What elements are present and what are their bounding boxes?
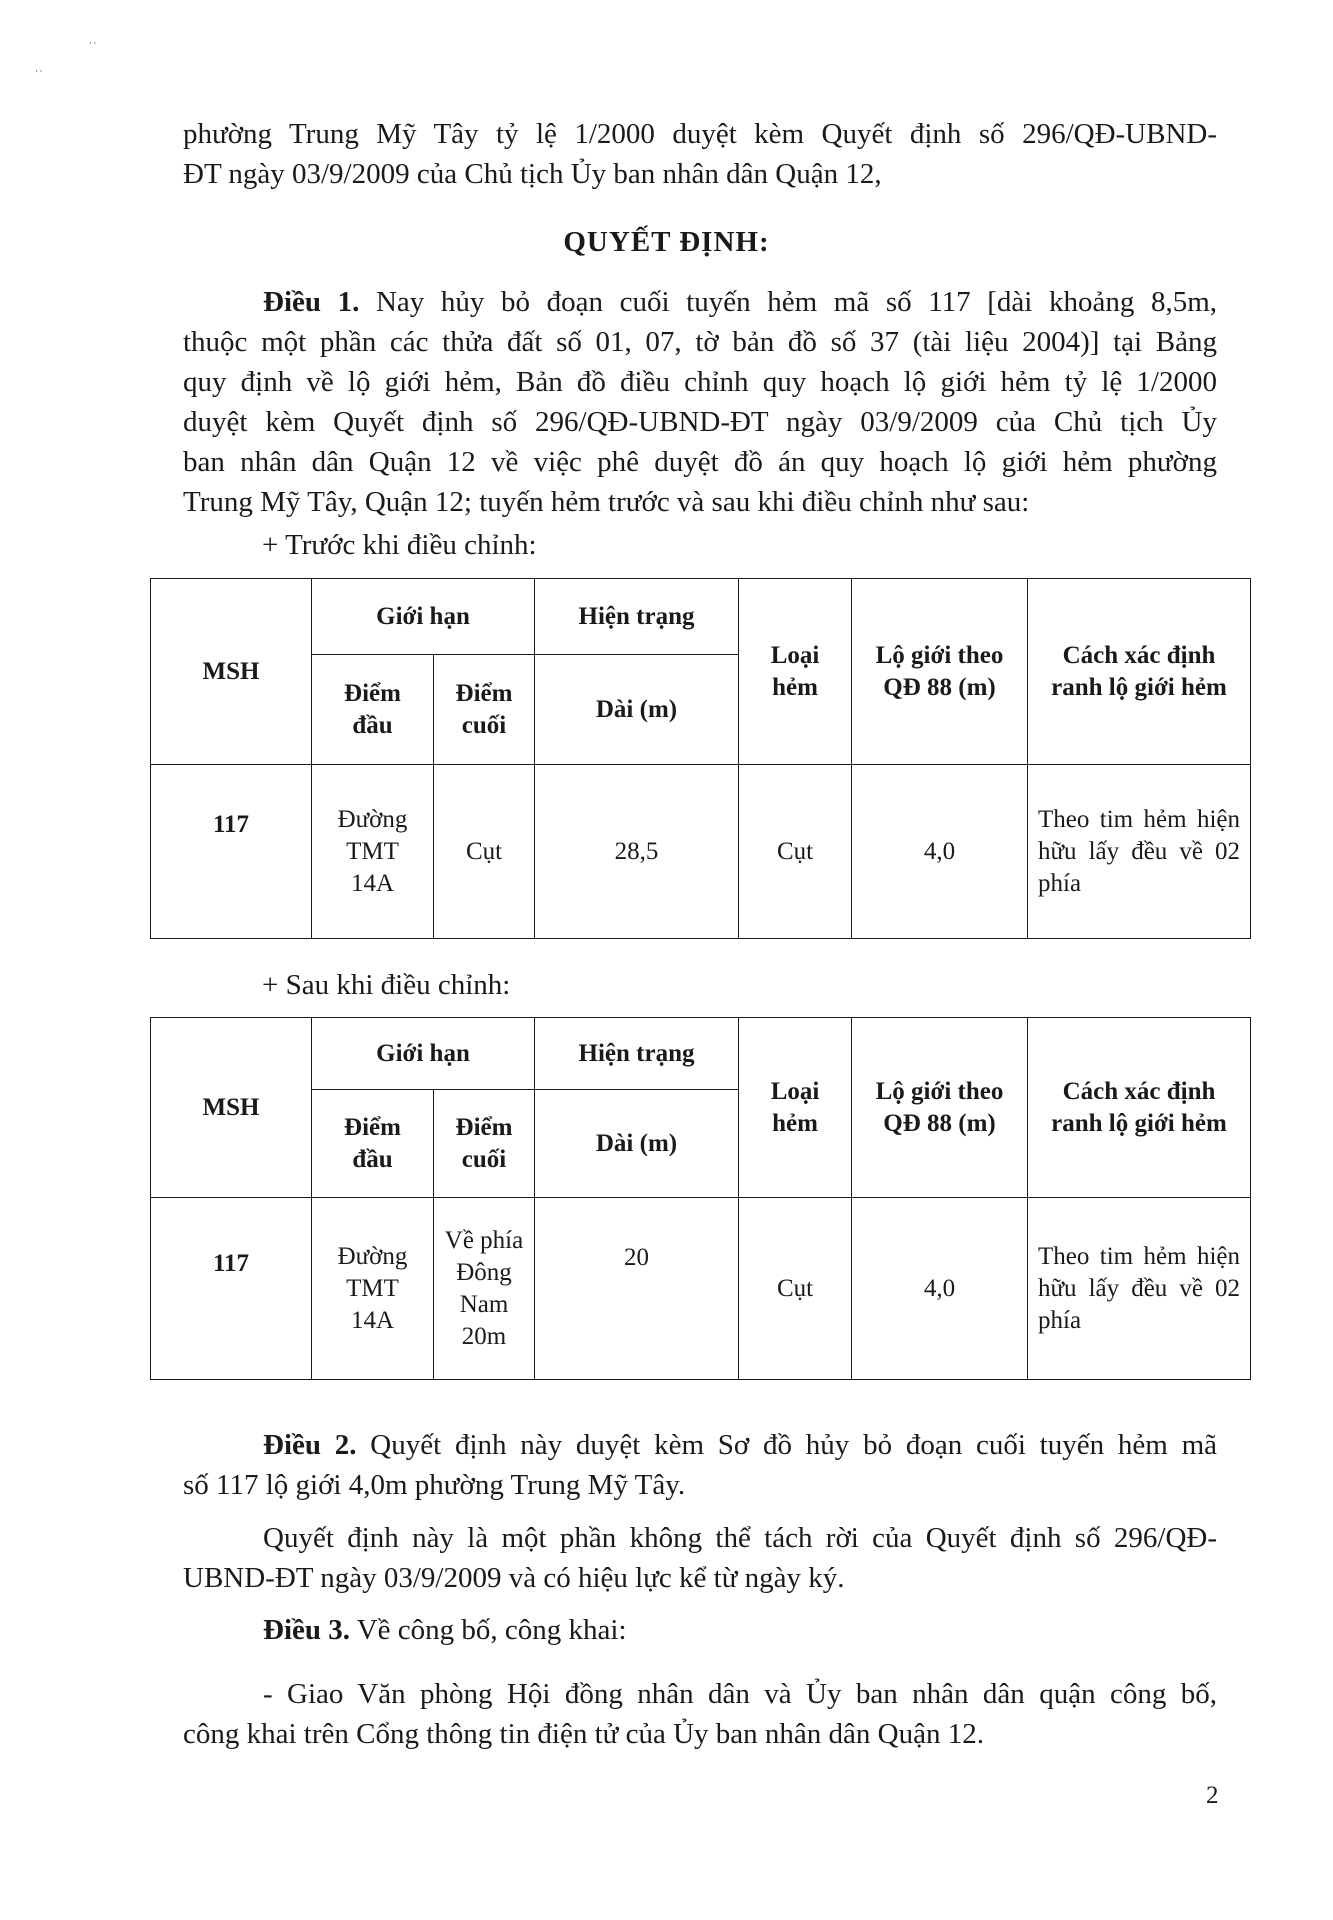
cell-diem-cuoi: Cụt	[434, 765, 535, 939]
validity-line: UBND-ĐT ngày 03/9/2009 và có hiệu lực kể từ ngày ký.	[183, 1562, 845, 1594]
header-gioi-han: Giới hạn	[312, 579, 535, 655]
article-3	[183, 1610, 1217, 1650]
header-cach-xac-dinh: Cách xác định ranh lộ giới hẻm	[1028, 1018, 1251, 1198]
cell-cach-xac-dinh: Theo tim hẻm hiện hữu lấy đều về 02 phía	[1028, 765, 1251, 939]
before-label: + Trước khi điều chỉnh:	[262, 529, 537, 561]
scan-mark: ˌˌ	[34, 58, 44, 73]
cell-lo-gioi: 4,0	[852, 1198, 1028, 1380]
cell-dai: 20	[535, 1198, 739, 1380]
scan-mark: ˌˌ	[88, 30, 98, 45]
cell-lo-gioi: 4,0	[852, 765, 1028, 939]
article-1-line: duyệt kèm Quyết định số 296/QĐ-UBND-ĐT ngày 03/9/2009 của Chủ tịch Ủy	[183, 406, 1217, 438]
article-2	[183, 1425, 1217, 1505]
header-diem-dau: Điểm đầu	[312, 1090, 434, 1198]
header-lo-gioi: Lộ giới theo QĐ 88 (m)	[852, 579, 1028, 765]
header-diem-cuoi: Điểm cuối	[434, 655, 535, 765]
header-gioi-han: Giới hạn	[312, 1018, 535, 1090]
cell-loai-hem: Cụt	[739, 765, 852, 939]
cell-diem-dau: Đường TMT 14A	[312, 1198, 434, 1380]
header-lo-gioi: Lộ giới theo QĐ 88 (m)	[852, 1018, 1028, 1198]
intro-line: phường Trung Mỹ Tây tỷ lệ 1/2000 duyệt kèm Quyết định số 296/QĐ-UBND-	[183, 118, 1217, 150]
article-1-line: ban nhân dân Quận 12 về việc phê duyệt đồ án quy hoạch lộ giới hẻm phường	[183, 446, 1217, 478]
table-row	[151, 1198, 1251, 1380]
decision-heading: QUYẾT ĐỊNH:	[563, 226, 770, 258]
header-hien-trang: Hiện trạng	[535, 1018, 739, 1090]
article-1-line: Trung Mỹ Tây, Quận 12; tuyến hẻm trước và sau khi điều chỉnh như sau:	[183, 486, 1030, 518]
cell-cach-xac-dinh: Theo tim hẻm hiện hữu lấy đều về 02 phía	[1028, 1198, 1251, 1380]
article-1-line: quy định về lộ giới hẻm, Bản đồ điều chỉnh quy hoạch lộ giới hẻm tỷ lệ 1/2000	[183, 366, 1217, 398]
header-diem-dau: Điểm đầu	[312, 655, 434, 765]
cell-diem-dau: Đường TMT 14A	[312, 765, 434, 939]
table-header-row	[151, 1018, 1251, 1090]
article-1-first-line	[183, 282, 1217, 322]
article-2-first-line	[183, 1425, 1217, 1465]
article-3-text: Về công bố, công khai:	[350, 1614, 627, 1646]
article-3-label: Điều 3.	[263, 1614, 350, 1646]
validity-paragraph	[183, 1518, 1217, 1598]
table-after	[150, 1017, 1251, 1380]
header-hien-trang: Hiện trạng	[535, 579, 739, 655]
validity-line: Quyết định này là một phần không thể tách rời của Quyết định số 296/QĐ-	[263, 1522, 1217, 1554]
header-dai: Dài (m)	[535, 1090, 739, 1198]
intro-paragraph	[183, 114, 1217, 194]
table-row	[151, 765, 1251, 939]
article-3-line	[183, 1610, 1217, 1650]
publication-bullet	[183, 1674, 1217, 1754]
article-2-text: Quyết định này duyệt kèm Sơ đồ hủy bỏ đoạn cuối tuyến hẻm mã	[356, 1429, 1218, 1461]
header-dai: Dài (m)	[535, 655, 739, 765]
header-diem-cuoi: Điểm cuối	[434, 1090, 535, 1198]
header-msh: MSH	[151, 579, 312, 765]
cell-loai-hem: Cụt	[739, 1198, 852, 1380]
cell-dai: 28,5	[535, 765, 739, 939]
table-header-row	[151, 579, 1251, 655]
header-loai-hem: Loại hẻm	[739, 1018, 852, 1198]
publication-line: công khai trên Cổng thông tin điện tử của Ủy ban nhân dân Quận 12.	[183, 1718, 984, 1750]
article-2-label: Điều 2.	[263, 1429, 357, 1461]
header-cach-xac-dinh: Cách xác định ranh lộ giới hẻm	[1028, 579, 1251, 765]
cell-diem-cuoi: Về phía Đông Nam 20m	[434, 1198, 535, 1380]
article-2-line: số 117 lộ giới 4,0m phường Trung Mỹ Tây.	[183, 1469, 686, 1501]
page-number: 2	[1206, 1782, 1219, 1809]
cell-msh: 117	[151, 1198, 312, 1380]
article-1-text: Nay hủy bỏ đoạn cuối tuyến hẻm mã số 117 [dài khoảng 8,5m,	[359, 286, 1218, 318]
cell-msh: 117	[151, 765, 312, 939]
publication-line: - Giao Văn phòng Hội đồng nhân dân và Ủy ban nhân dân quận công bố,	[263, 1678, 1217, 1710]
article-1-label: Điều 1.	[263, 286, 360, 318]
intro-line: ĐT ngày 03/9/2009 của Chủ tịch Ủy ban nhân dân Quận 12,	[183, 158, 882, 190]
table-before	[150, 578, 1251, 939]
article-1	[183, 282, 1217, 522]
header-loai-hem: Loại hẻm	[739, 579, 852, 765]
article-1-line: thuộc một phần các thửa đất số 01, 07, tờ bản đồ số 37 (tài liệu 2004)] tại Bảng	[183, 326, 1217, 358]
after-label: + Sau khi điều chỉnh:	[262, 969, 511, 1001]
header-msh: MSH	[151, 1018, 312, 1198]
